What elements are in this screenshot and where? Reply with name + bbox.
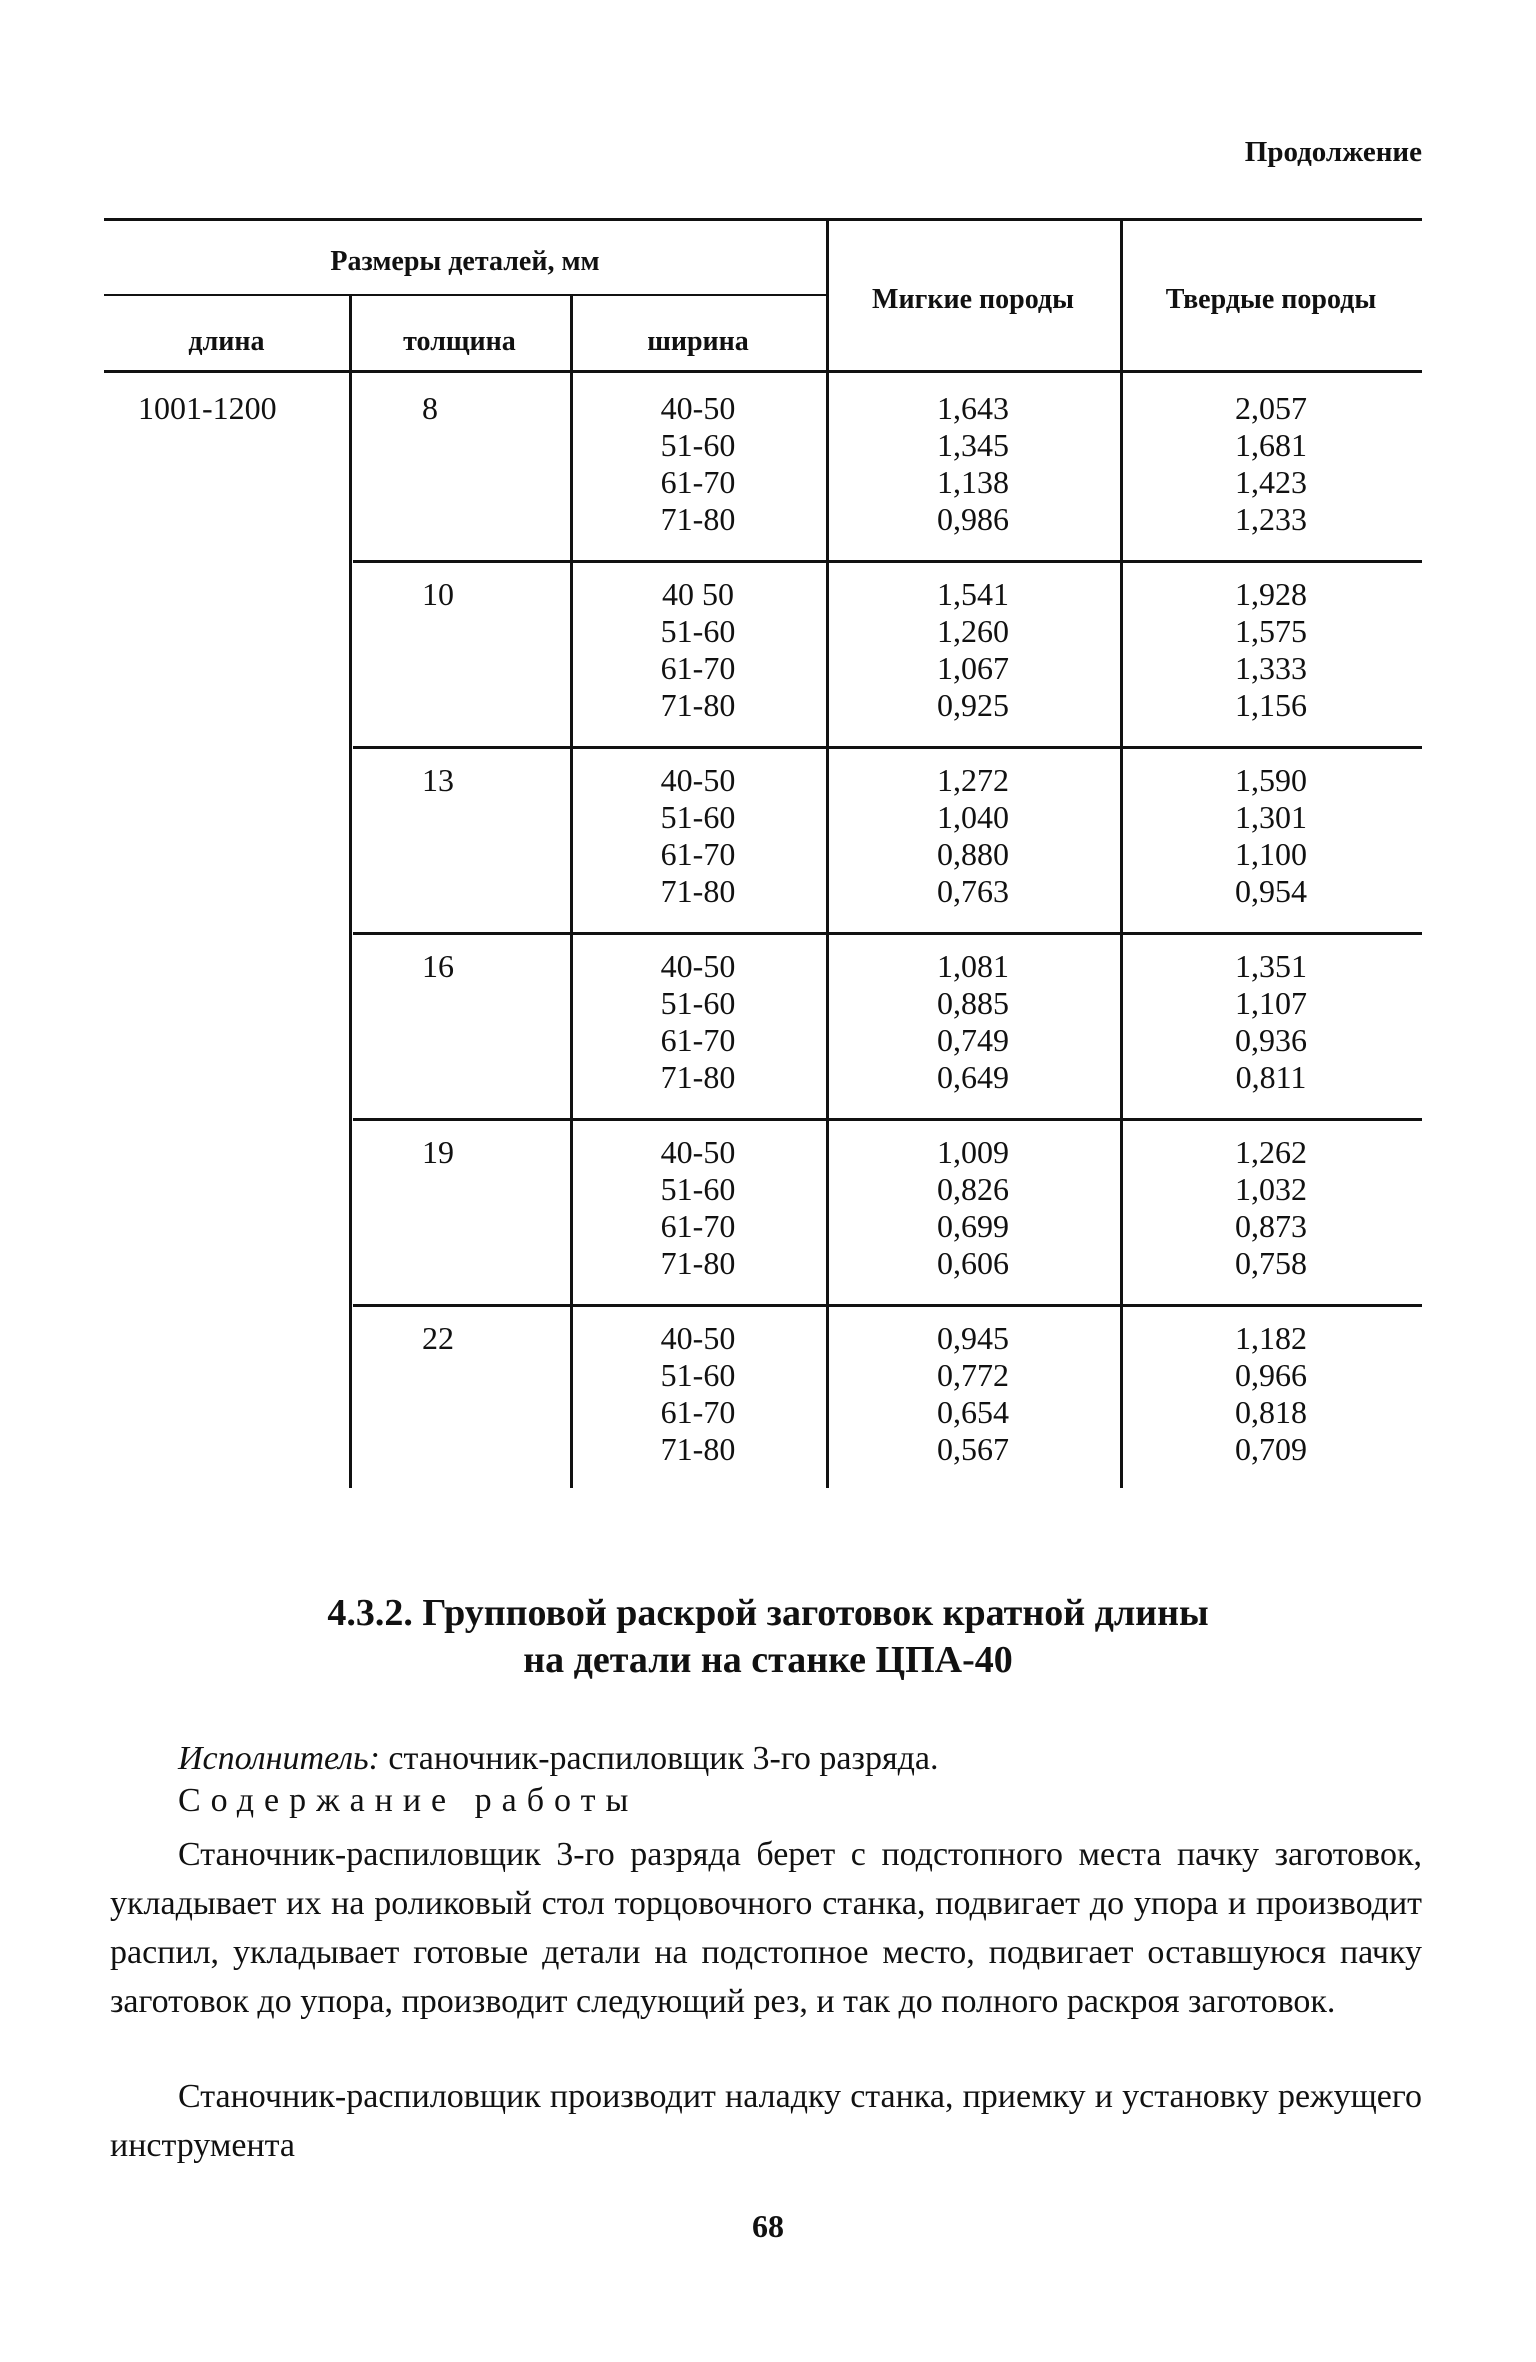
- hard-wood-value: 1,032: [1235, 1171, 1307, 1207]
- soft-wood-value: 0,606: [937, 1245, 1009, 1281]
- width-value: 51-60: [660, 427, 736, 463]
- hard-wood-value: 1,107: [1235, 985, 1307, 1021]
- width-value: 51-60: [660, 1357, 736, 1393]
- continuation-label: Продолжение: [1244, 136, 1422, 168]
- width-value: 61-70: [660, 650, 736, 686]
- soft-wood-value: 0,772: [937, 1357, 1009, 1393]
- thickness-value: 8: [422, 390, 438, 426]
- width-value: 51-60: [660, 799, 736, 835]
- width-value: 71-80: [660, 873, 736, 909]
- width-value: 40-50: [660, 1320, 736, 1356]
- page-number: 68: [752, 2208, 784, 2244]
- hard-wood-value: 0,811: [1235, 1059, 1307, 1095]
- width-value: 40-50: [660, 948, 736, 984]
- thickness-value: 19: [422, 1134, 454, 1170]
- soft-wood-value: 0,826: [937, 1171, 1009, 1207]
- soft-wood-value: 1,138: [937, 464, 1009, 500]
- hard-wood-value: 1,575: [1235, 613, 1307, 649]
- soft-wood-value: 1,345: [937, 427, 1009, 463]
- soft-wood-value: 0,880: [937, 836, 1009, 872]
- soft-wood-value: 1,643: [937, 390, 1009, 426]
- performer-text: станочник-распиловщик 3-го разряда.: [379, 1740, 939, 1777]
- group-header: Размеры деталей, мм: [330, 246, 600, 277]
- width-value: 61-70: [660, 464, 736, 500]
- hard-wood-value: 1,423: [1235, 464, 1307, 500]
- column-header-length: длина: [188, 326, 265, 357]
- soft-wood-value: 0,649: [937, 1059, 1009, 1095]
- table-top-rule: [104, 218, 1422, 221]
- soft-wood-value: 0,986: [937, 501, 1009, 537]
- width-value: 71-80: [660, 687, 736, 723]
- hard-wood-value: 0,758: [1235, 1245, 1307, 1281]
- soft-wood-value: 1,081: [937, 948, 1009, 984]
- width-value: 40 50: [662, 576, 734, 612]
- soft-wood-value: 1,541: [937, 576, 1009, 612]
- soft-wood-value: 1,272: [937, 762, 1009, 798]
- soft-wood-value: 1,040: [937, 799, 1009, 835]
- width-value: 61-70: [660, 1022, 736, 1058]
- hard-wood-value: 1,262: [1235, 1134, 1307, 1170]
- width-value: 71-80: [660, 1245, 736, 1281]
- body-divider-length: [349, 372, 352, 1488]
- hard-wood-value: 1,182: [1235, 1320, 1307, 1356]
- group-separator-rule: [353, 560, 1422, 563]
- work-description-paragraph: Станочник-распиловщик 3-го разряда берет с подстопного места пачку заготовок, укладывает их на роликовый стол торцовочного станка, подвигает до упора и производит распил, укладывает готовые детали на подстопное место, подвигает оставшуюся пачку заготовок до упора, производит следующий рез, и так до полного раскроя заготовок.: [110, 1836, 1422, 2020]
- width-value: 71-80: [660, 501, 736, 537]
- hard-wood-value: 1,333: [1235, 650, 1307, 686]
- width-value: 61-70: [660, 836, 736, 872]
- hard-wood-value: 0,966: [1235, 1357, 1307, 1393]
- width-value: 40-50: [660, 1134, 736, 1170]
- width-value: 51-60: [660, 985, 736, 1021]
- hard-wood-value: 1,590: [1235, 762, 1307, 798]
- width-value: 71-80: [660, 1059, 736, 1095]
- performer-label: Исполнитель:: [178, 1740, 380, 1777]
- thickness-value: 22: [422, 1320, 454, 1356]
- hard-wood-value: 0,936: [1235, 1022, 1307, 1058]
- group-header-rule: [104, 294, 826, 296]
- width-value: 51-60: [660, 1171, 736, 1207]
- length-value: 1001-1200: [138, 390, 277, 426]
- hard-wood-value: 1,156: [1235, 687, 1307, 723]
- hard-wood-value: 0,818: [1235, 1394, 1307, 1430]
- column-header-soft-woods: Мигкие породы: [872, 284, 1074, 315]
- hard-wood-value: 1,301: [1235, 799, 1307, 835]
- header-bottom-rule: [104, 370, 1422, 373]
- width-value: 61-70: [660, 1208, 736, 1244]
- hard-wood-value: 0,873: [1235, 1208, 1307, 1244]
- hard-wood-value: 2,057: [1235, 390, 1307, 426]
- soft-wood-value: 0,699: [937, 1208, 1009, 1244]
- column-header-thickness: толщина: [403, 326, 516, 357]
- soft-wood-value: 1,067: [937, 650, 1009, 686]
- hard-wood-value: 1,351: [1235, 948, 1307, 984]
- hard-wood-value: 0,709: [1235, 1431, 1307, 1467]
- width-value: 71-80: [660, 1431, 736, 1467]
- section-title-line2: на детали на станке ЦПА-40: [523, 1639, 1013, 1681]
- soft-wood-value: 0,945: [937, 1320, 1009, 1356]
- section-title: [0, 1590, 1536, 1684]
- width-value: 40-50: [660, 390, 736, 426]
- data-table: [104, 218, 1422, 1488]
- column-header-width: ширина: [647, 326, 749, 357]
- section-title-line1: 4.3.2. Групповой раскрой заготовок кратной длины: [327, 1592, 1209, 1634]
- soft-wood-value: 0,763: [937, 873, 1009, 909]
- thickness-value: 13: [422, 762, 454, 798]
- hard-wood-value: 1,100: [1235, 836, 1307, 872]
- hard-wood-value: 1,681: [1235, 427, 1307, 463]
- column-header-hard-woods: Твердые породы: [1165, 284, 1377, 315]
- hard-wood-value: 1,233: [1235, 501, 1307, 537]
- soft-wood-value: 0,567: [937, 1431, 1009, 1467]
- soft-wood-value: 0,885: [937, 985, 1009, 1021]
- group-separator-rule: [353, 932, 1422, 935]
- width-value: 40-50: [660, 762, 736, 798]
- width-value: 51-60: [660, 613, 736, 649]
- group-separator-rule: [353, 746, 1422, 749]
- performer-line: [110, 1734, 1422, 1783]
- width-value: 61-70: [660, 1394, 736, 1430]
- soft-wood-value: 1,009: [937, 1134, 1009, 1170]
- setup-paragraph: Станочник-распиловщик производит наладку станка, приемку и установку режущего инструмента: [110, 2078, 1422, 2164]
- group-separator-rule: [353, 1304, 1422, 1307]
- group-separator-rule: [353, 1118, 1422, 1121]
- content-heading: Содержание работы: [178, 1782, 639, 1819]
- soft-wood-value: 0,749: [937, 1022, 1009, 1058]
- hard-wood-value: 0,954: [1235, 873, 1307, 909]
- soft-wood-value: 0,654: [937, 1394, 1009, 1430]
- thickness-value: 16: [422, 948, 454, 984]
- thickness-value: 10: [422, 576, 454, 612]
- soft-wood-value: 0,925: [937, 687, 1009, 723]
- soft-wood-value: 1,260: [937, 613, 1009, 649]
- hard-wood-value: 1,928: [1235, 576, 1307, 612]
